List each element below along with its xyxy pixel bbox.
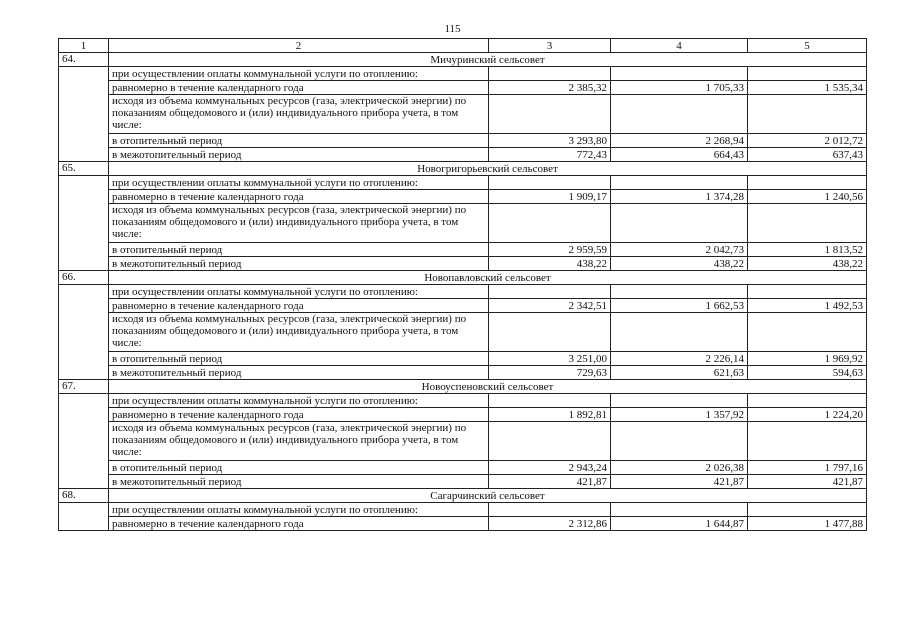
section-name: Новогригорьевский сельсовет	[109, 162, 867, 176]
intro-label: при осуществлении оплаты коммунальной услуги по отоплению:	[109, 285, 489, 299]
empty-cell	[489, 285, 611, 299]
empty-cell	[611, 313, 748, 352]
empty-cell	[489, 503, 611, 517]
table-row	[59, 148, 867, 162]
header-col-1: 1	[59, 39, 109, 53]
empty-cell	[489, 176, 611, 190]
nonheating-value-3: 729,63	[489, 366, 611, 380]
index-spacer	[59, 394, 109, 489]
section-name: Новоуспеновский сельсовет	[109, 380, 867, 394]
empty-cell	[611, 204, 748, 243]
heating-value-5: 1 969,92	[748, 352, 867, 366]
uniform-value-4: 1 357,92	[611, 408, 748, 422]
uniform-value-5: 1 492,53	[748, 299, 867, 313]
uniform-value-5: 1 477,88	[748, 517, 867, 531]
intro-label: при осуществлении оплаты коммунальной услуги по отоплению:	[109, 176, 489, 190]
empty-cell	[489, 67, 611, 81]
section-index: 64.	[59, 53, 109, 67]
uniform-value-3: 1 909,17	[489, 190, 611, 204]
nonheating-value-5: 594,63	[748, 366, 867, 380]
table-row	[59, 257, 867, 271]
table-row	[59, 475, 867, 489]
empty-cell	[489, 95, 611, 134]
empty-cell	[611, 503, 748, 517]
table-row	[59, 243, 867, 257]
header-col-4: 4	[611, 39, 748, 53]
nonheating-value-4: 421,87	[611, 475, 748, 489]
heating-value-4: 2 026,38	[611, 461, 748, 475]
page-number: 115	[444, 23, 461, 35]
index-spacer	[59, 503, 109, 531]
heating-value-3: 3 251,00	[489, 352, 611, 366]
header-col-5: 5	[748, 39, 867, 53]
uniform-value-3: 1 892,81	[489, 408, 611, 422]
empty-cell	[748, 95, 867, 134]
heating-value-4: 2 042,73	[611, 243, 748, 257]
empty-cell	[611, 176, 748, 190]
empty-cell	[748, 313, 867, 352]
tariff-table	[58, 38, 867, 531]
uniform-value-4: 1 662,53	[611, 299, 748, 313]
nonheating-value-4: 438,22	[611, 257, 748, 271]
uniform-value-4: 1 374,28	[611, 190, 748, 204]
uniform-value-3: 2 385,32	[489, 81, 611, 95]
empty-cell	[748, 422, 867, 461]
heating-value-4: 2 226,14	[611, 352, 748, 366]
table-row	[59, 134, 867, 148]
uniform-value-3: 2 312,86	[489, 517, 611, 531]
empty-cell	[748, 285, 867, 299]
section-index: 67.	[59, 380, 109, 394]
section-index: 65.	[59, 162, 109, 176]
uniform-value-4: 1 705,33	[611, 81, 748, 95]
table-row	[59, 204, 867, 243]
section-title-row	[59, 53, 867, 67]
empty-cell	[489, 313, 611, 352]
uniform-label: равномерно в течение календарного года	[109, 517, 489, 531]
by-volume-label: исходя из объема коммунальных ресурсов (газа, электрической энергии) по показаниям общедомового и (или) индивидуального прибора учета, в том числе:	[109, 313, 489, 352]
heating-label: в отопительный период	[109, 134, 489, 148]
uniform-label: равномерно в течение календарного года	[109, 190, 489, 204]
table-row	[59, 95, 867, 134]
index-spacer	[59, 176, 109, 271]
nonheating-label: в межотопительный период	[109, 257, 489, 271]
section-name: Сагарчинский сельсовет	[109, 489, 867, 503]
table-row	[59, 422, 867, 461]
intro-label: при осуществлении оплаты коммунальной услуги по отоплению:	[109, 67, 489, 81]
heating-value-5: 1 813,52	[748, 243, 867, 257]
section-index: 66.	[59, 271, 109, 285]
heating-value-4: 2 268,94	[611, 134, 748, 148]
heating-label: в отопительный период	[109, 461, 489, 475]
table-row	[59, 299, 867, 313]
empty-cell	[611, 422, 748, 461]
uniform-label: равномерно в течение календарного года	[109, 408, 489, 422]
uniform-value-4: 1 644,87	[611, 517, 748, 531]
by-volume-label: исходя из объема коммунальных ресурсов (газа, электрической энергии) по показаниям общедомового и (или) индивидуального прибора учета, в том числе:	[109, 95, 489, 134]
table-row	[59, 503, 867, 517]
heating-value-3: 3 293,80	[489, 134, 611, 148]
empty-cell	[748, 67, 867, 81]
header-row	[59, 39, 867, 53]
index-spacer	[59, 67, 109, 162]
nonheating-value-5: 421,87	[748, 475, 867, 489]
intro-label: при осуществлении оплаты коммунальной услуги по отоплению:	[109, 394, 489, 408]
empty-cell	[748, 176, 867, 190]
nonheating-label: в межотопительный период	[109, 475, 489, 489]
intro-label: при осуществлении оплаты коммунальной услуги по отоплению:	[109, 503, 489, 517]
table-row	[59, 461, 867, 475]
header-col-3: 3	[489, 39, 611, 53]
nonheating-value-3: 438,22	[489, 257, 611, 271]
header-col-2: 2	[109, 39, 489, 53]
table-row	[59, 190, 867, 204]
table-row	[59, 517, 867, 531]
section-title-row	[59, 162, 867, 176]
section-title-row	[59, 489, 867, 503]
empty-cell	[748, 204, 867, 243]
uniform-value-5: 1 240,56	[748, 190, 867, 204]
uniform-value-5: 1 535,34	[748, 81, 867, 95]
nonheating-label: в межотопительный период	[109, 366, 489, 380]
table-row	[59, 394, 867, 408]
empty-cell	[489, 394, 611, 408]
table-row	[59, 285, 867, 299]
table-row	[59, 366, 867, 380]
heating-value-3: 2 943,24	[489, 461, 611, 475]
nonheating-value-3: 772,43	[489, 148, 611, 162]
section-title-row	[59, 271, 867, 285]
heating-value-5: 1 797,16	[748, 461, 867, 475]
by-volume-label: исходя из объема коммунальных ресурсов (газа, электрической энергии) по показаниям общедомового и (или) индивидуального прибора учета, в том числе:	[109, 422, 489, 461]
table-row	[59, 408, 867, 422]
uniform-value-5: 1 224,20	[748, 408, 867, 422]
nonheating-value-5: 637,43	[748, 148, 867, 162]
empty-cell	[611, 95, 748, 134]
nonheating-value-4: 621,63	[611, 366, 748, 380]
empty-cell	[748, 394, 867, 408]
empty-cell	[611, 67, 748, 81]
uniform-label: равномерно в течение календарного года	[109, 299, 489, 313]
heating-label: в отопительный период	[109, 243, 489, 257]
by-volume-label: исходя из объема коммунальных ресурсов (газа, электрической энергии) по показаниям общедомового и (или) индивидуального прибора учета, в том числе:	[109, 204, 489, 243]
empty-cell	[748, 503, 867, 517]
heating-value-3: 2 959,59	[489, 243, 611, 257]
nonheating-value-4: 664,43	[611, 148, 748, 162]
table-row	[59, 67, 867, 81]
section-title-row	[59, 380, 867, 394]
empty-cell	[489, 422, 611, 461]
nonheating-label: в межотопительный период	[109, 148, 489, 162]
empty-cell	[489, 204, 611, 243]
table-row	[59, 352, 867, 366]
uniform-value-3: 2 342,51	[489, 299, 611, 313]
table-row	[59, 313, 867, 352]
heating-value-5: 2 012,72	[748, 134, 867, 148]
table-row	[59, 81, 867, 95]
heating-label: в отопительный период	[109, 352, 489, 366]
section-index: 68.	[59, 489, 109, 503]
section-name: Новопавловский сельсовет	[109, 271, 867, 285]
nonheating-value-3: 421,87	[489, 475, 611, 489]
index-spacer	[59, 285, 109, 380]
section-name: Мичуринский сельсовет	[109, 53, 867, 67]
nonheating-value-5: 438,22	[748, 257, 867, 271]
empty-cell	[611, 285, 748, 299]
table-row	[59, 176, 867, 190]
uniform-label: равномерно в течение календарного года	[109, 81, 489, 95]
empty-cell	[611, 394, 748, 408]
